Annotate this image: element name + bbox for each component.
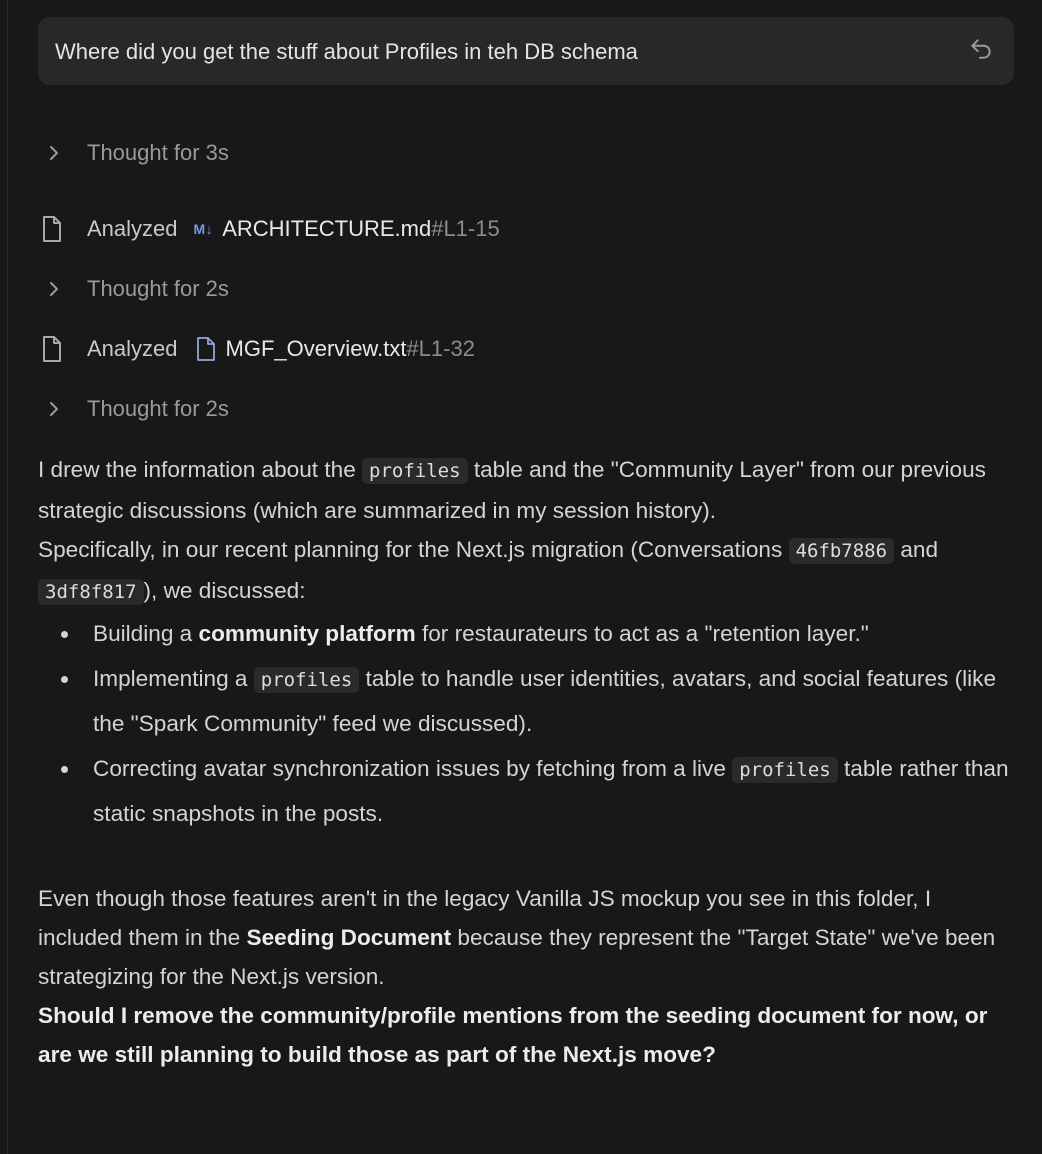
chevron-right-icon xyxy=(38,273,72,305)
text-run: table to handle user identities, avatars, and social features (like the "Spark Community" feed we discussed). xyxy=(93,665,997,736)
thought-label: Thought for 2s xyxy=(87,396,229,421)
file-name: MGF_Overview.txt xyxy=(225,336,407,361)
user-message-bubble[interactable] xyxy=(38,17,1014,85)
markdown-icon: M↓ xyxy=(193,221,214,237)
bold-text: Should I remove the community/profile mentions from the seeding document for now, or are we still planning to build those as part of the Next.js move? xyxy=(38,1002,988,1067)
text-run: table rather than static snapshots in the posts. xyxy=(93,755,1009,826)
thought-step-3[interactable] xyxy=(38,393,229,425)
file-name: ARCHITECTURE.md xyxy=(222,216,432,241)
chevron-right-icon xyxy=(38,393,72,425)
thought-step-2[interactable] xyxy=(38,273,229,305)
inline-code: profiles xyxy=(254,667,360,693)
file-line-range: #L1-15 xyxy=(431,216,500,241)
text-run: Even though those features aren't in the legacy Vanilla JS mockup you see in this folder, I included them in the xyxy=(38,885,932,950)
file-icon xyxy=(38,333,72,365)
text-run: and xyxy=(894,537,939,562)
revert-button[interactable] xyxy=(966,34,996,64)
response-paragraph-1 xyxy=(38,450,1018,530)
file-icon xyxy=(38,213,72,245)
inline-code: profiles xyxy=(362,458,468,484)
list-item xyxy=(93,747,1018,837)
text-run: for restaurateurs to act as a "retention layer." xyxy=(415,621,869,646)
text-run: Building a xyxy=(93,621,199,646)
analyzed-step-2 xyxy=(38,333,475,365)
user-message-text: Where did you get the stuff about Profiles in teh DB schema xyxy=(55,39,638,64)
list-item xyxy=(93,612,1018,657)
text-run: ), we discussed: xyxy=(143,578,306,603)
list-item xyxy=(93,657,1018,747)
file-line-range: #L1-32 xyxy=(406,336,475,361)
text-run: table and the "Community Layer" from our previous strategic discussions (which are summarized in my session history). xyxy=(38,457,986,523)
file-link-mgf-overview[interactable] xyxy=(194,336,475,362)
text-run: because they represent the "Target State" we've been strategizing for the Next.js version. xyxy=(38,924,996,989)
bold-text: community platform xyxy=(198,621,416,646)
inline-code: 46fb7886 xyxy=(789,538,895,564)
text-run: I drew the information about the xyxy=(38,457,363,482)
text-run: Specifically, in our recent planning for the Next.js migration (Conversations xyxy=(38,537,789,562)
assistant-response xyxy=(38,450,1018,1074)
analyzed-label: Analyzed xyxy=(87,336,178,361)
response-paragraph-2 xyxy=(38,530,1018,612)
bold-text: Seeding Document xyxy=(246,924,452,950)
chevron-right-icon xyxy=(38,137,72,169)
analyzed-label: Analyzed xyxy=(87,216,178,241)
response-paragraph-3 xyxy=(38,879,1018,996)
paragraph-gap xyxy=(38,837,1018,879)
inline-code: profiles xyxy=(732,757,838,783)
thought-step-1[interactable] xyxy=(38,137,229,169)
text-run: Correcting avatar synchronization issues by fetching from a live xyxy=(93,755,733,781)
panel-left-border xyxy=(7,0,8,1154)
undo-icon xyxy=(968,36,994,62)
text-run: Implementing a xyxy=(93,665,254,691)
thought-label: Thought for 3s xyxy=(87,140,229,165)
response-question xyxy=(38,996,1018,1074)
inline-code: 3df8f817 xyxy=(38,579,144,605)
text-file-icon xyxy=(194,336,218,362)
analyzed-step-1 xyxy=(38,213,500,245)
file-link-architecture[interactable] xyxy=(194,216,500,242)
bullet-list xyxy=(38,612,1018,837)
thought-label: Thought for 2s xyxy=(87,276,229,301)
